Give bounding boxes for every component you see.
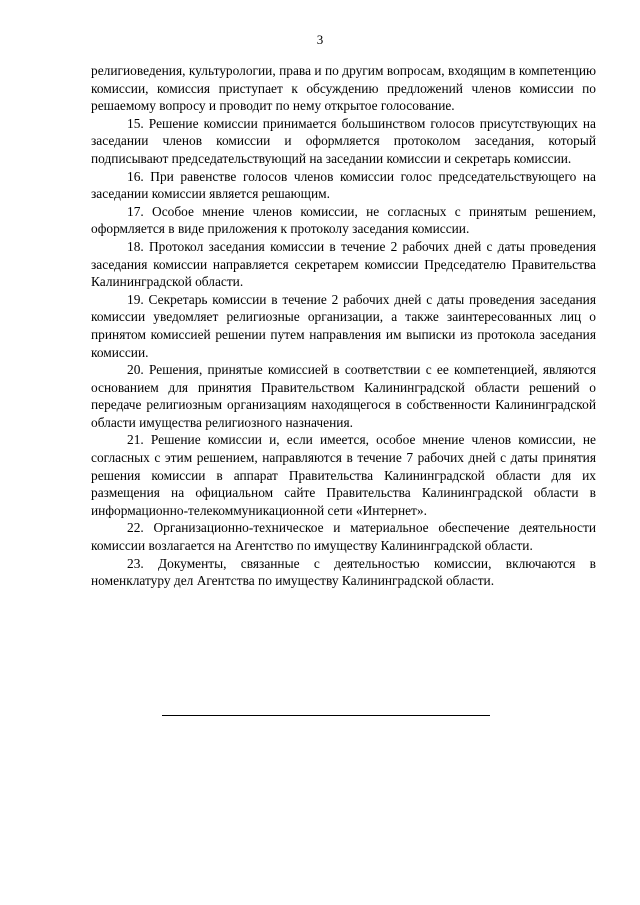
paragraph-16: 16. При равенстве голосов членов комиссии голос председательствующего на заседании комиссии является решающим.	[91, 168, 596, 202]
end-rule	[162, 715, 490, 716]
paragraph-continuation: религиоведения, культурологии, права и по другим вопросам, входящим в компетенцию комиссии, комиссия приступает к обсуждению предложений членов комиссии по решаемому вопросу и проводит по нему открытое голосование.	[91, 63, 596, 114]
document-body	[91, 62, 596, 590]
paragraph-19: 19. Секретарь комиссии в течение 2 рабочих дней с даты проведения заседания комиссии уведомляет религиозные организации, а также заинтересованных лиц о принятом комиссией решении путем направления им выписки из протокола заседания комиссии.	[91, 291, 596, 360]
paragraph-20: 20. Решения, принятые комиссией в соответствии с ее компетенцией, являются основанием для принятия Правительством Калининградской области решений о передаче религиозным организациям находящегося в собственности Калининградской области имущества религиозного назначения.	[91, 362, 596, 430]
paragraph-17: 17. Особое мнение членов комиссии, не согласных с принятым решением, оформляется в виде приложения к протоколу заседания комиссии.	[91, 203, 596, 237]
paragraph-21: 21. Решение комиссии и, если имеется, особое мнение членов комиссии, не согласных с этим решением, направляются в течение 7 рабочих дней с даты принятия решения комиссии в аппарат Правительства Калининградской области для их размещения на официальном сайте Правительства Калининградской области в информационно-телекоммуникационной сети «Интернет».	[91, 432, 596, 518]
paragraph-22: 22. Организационно-техническое и материальное обеспечение деятельности комиссии возлагается на Агентство по имуществу Калининградской области.	[91, 520, 596, 554]
paragraph-23: 23. Документы, связанные с деятельностью комиссии, включаются в номенклатуру дел Агентства по имуществу Калининградской области.	[91, 555, 596, 589]
page-number: 3	[316, 32, 324, 47]
paragraph-15: 15. Решение комиссии принимается большинством голосов присутствующих на заседании членов комиссии и оформляется протоколом заседания, который подписывают председательствующий на заседании комиссии и секретарь комиссии.	[91, 115, 596, 166]
paragraph-18: 18. Протокол заседания комиссии в течение 2 рабочих дней с даты проведения заседания комиссии направляется секретарем комиссии Председателю Правительства Калининградской области.	[91, 238, 596, 290]
